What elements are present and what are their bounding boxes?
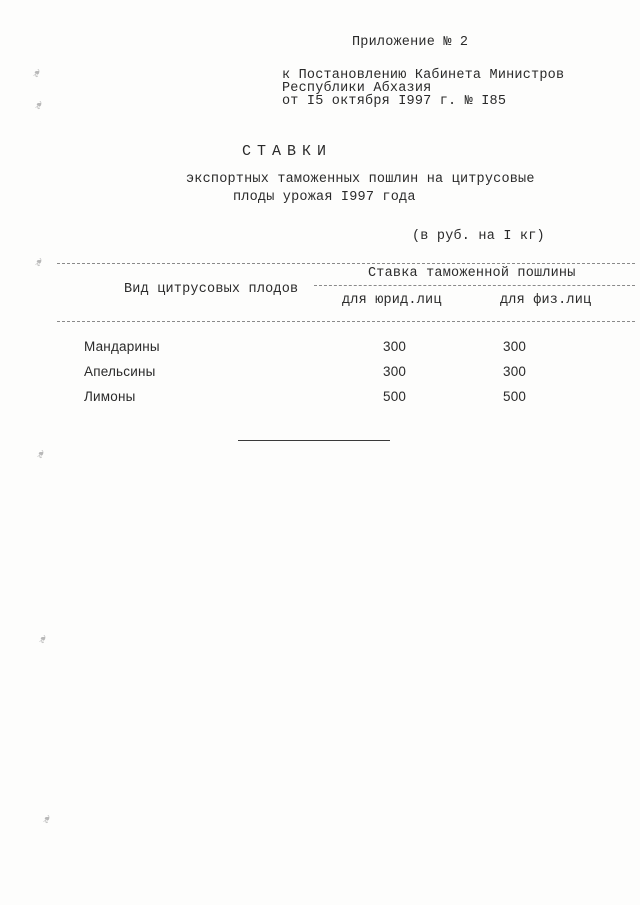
appendix-number: Приложение № 2 [352, 35, 469, 50]
units-note: (в руб. на I кг) [412, 229, 545, 244]
end-of-document-line [238, 440, 390, 441]
table-row-fruit: Мандарины [84, 339, 160, 354]
document-subtitle: плоды урожая I997 года [233, 190, 416, 205]
margin-mark-icon: ❧ [30, 254, 48, 270]
reference-line: от I5 октября I997 г. № I85 [282, 94, 507, 109]
margin-mark-icon: ❧ [34, 631, 52, 647]
margin-mark-icon: ❧ [32, 446, 50, 462]
table-row-physical-rate: 500 [503, 389, 527, 404]
margin-mark-icon: ❧ [30, 97, 48, 113]
table-row-fruit: Апельсины [84, 364, 156, 379]
legal-entities-header: для юрид.лиц [342, 293, 442, 308]
physical-persons-header: для физ.лиц [500, 293, 592, 308]
table-row-legal-rate: 300 [383, 364, 407, 379]
table-row-legal-rate: 300 [383, 339, 407, 354]
reference-line: Республики Абхазия [282, 81, 432, 96]
table-row-legal-rate: 500 [383, 389, 407, 404]
rate-group-header: Ставка таможенной пошлины [368, 266, 576, 281]
margin-mark-icon: ❧ [38, 811, 56, 827]
reference-line: к Постановлению Кабинета Министров [282, 68, 565, 83]
table-rule-header [314, 285, 635, 286]
table-row-physical-rate: 300 [503, 339, 527, 354]
margin-mark-icon: ❧ [28, 65, 46, 81]
document-title: СТАВКИ [242, 143, 333, 160]
table-rule-top [57, 263, 635, 264]
document-subtitle: экспортных таможенных пошлин на цитрусовые [186, 172, 535, 187]
table-rule-bottom [57, 321, 635, 322]
fruit-column-header: Вид цитрусовых плодов [124, 282, 299, 297]
table-row-physical-rate: 300 [503, 364, 527, 379]
table-row-fruit: Лимоны [84, 389, 136, 404]
